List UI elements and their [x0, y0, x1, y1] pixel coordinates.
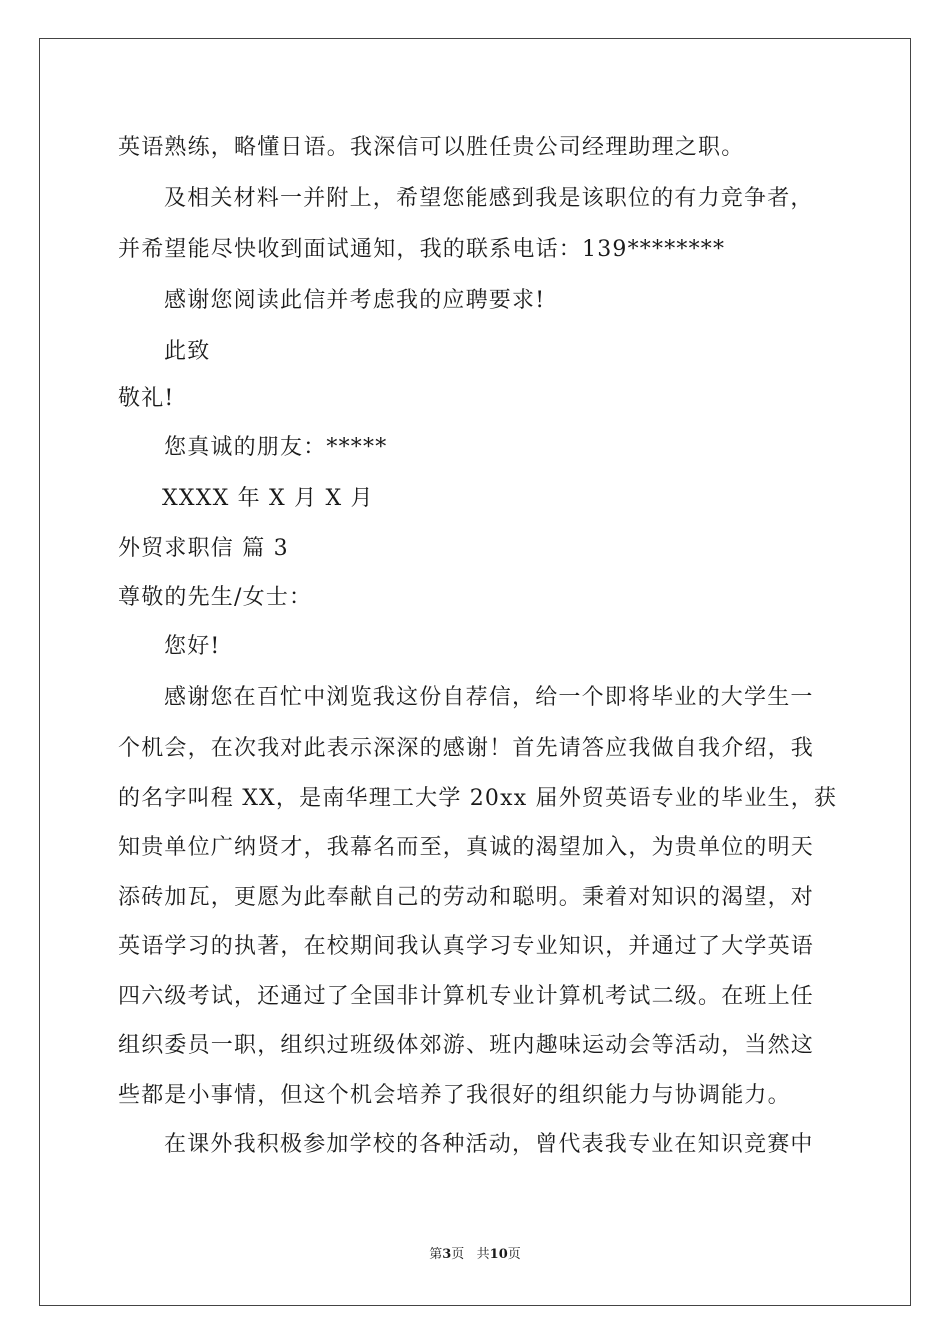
- footer-total-suffix: 页: [507, 1247, 521, 1262]
- text-line: 四六级考试，还通过了全国非计算机专业计算机考试二级。在班上任: [118, 984, 815, 1009]
- text-line: 感谢您在百忙中浏览我这份自荐信，给一个即将毕业的大学生一: [164, 685, 814, 710]
- salutation: 尊敬的先生/女士：: [118, 585, 313, 610]
- footer-total-pages: 10: [489, 1247, 508, 1262]
- text-line: 及相关材料一并附上，希望您能感到我是该职位的有力竞争者，: [164, 186, 814, 211]
- text-line: 些都是小事情，但这个机会培养了我很好的组织能力与协调能力。: [118, 1083, 791, 1108]
- page-footer: [0, 1247, 950, 1263]
- section-title: 外贸求职信 篇 3: [118, 536, 289, 561]
- text-line: 并希望能尽快收到面试通知，我的联系电话：139********: [118, 237, 726, 262]
- text-line: 知贵单位广纳贤才，我幕名而至，真诚的渴望加入，为贵单位的明天: [118, 835, 815, 860]
- text-line: 在课外我积极参加学校的各种活动，曾代表我专业在知识竞赛中: [164, 1132, 814, 1157]
- footer-page-number: 3: [442, 1247, 452, 1262]
- greeting: 您好!: [164, 634, 221, 659]
- text-line: 您真诚的朋友：*****: [164, 435, 388, 460]
- footer-page-suffix: 页 共: [451, 1247, 490, 1262]
- text-line: 添砖加瓦，更愿为此奉献自己的劳动和聪明。秉着对知识的渴望，对: [118, 885, 815, 910]
- footer-prefix: 第: [429, 1247, 443, 1262]
- text-line: 感谢您阅读此信并考虑我的应聘要求!: [164, 288, 546, 313]
- text-line: 英语熟练，略懂日语。我深信可以胜任贵公司经理助理之职。: [118, 135, 745, 160]
- text-line: 敬礼!: [118, 386, 175, 411]
- text-line: 组织委员一职，组织过班级体郊游、班内趣味运动会等活动，当然这: [118, 1033, 815, 1058]
- page-border: [39, 38, 911, 1306]
- date-line: XXXX 年 X 月 X 月: [162, 486, 374, 511]
- text-line: 英语学习的执著，在校期间我认真学习专业知识，并通过了大学英语: [118, 934, 815, 959]
- text-line: 的名字叫程 XX，是南华理工大学 20xx 届外贸英语专业的毕业生，获: [118, 786, 838, 811]
- text-line: 个机会，在次我对此表示深深的感谢！首先请答应我做自我介绍，我: [118, 736, 815, 761]
- text-line: 此致: [164, 339, 211, 364]
